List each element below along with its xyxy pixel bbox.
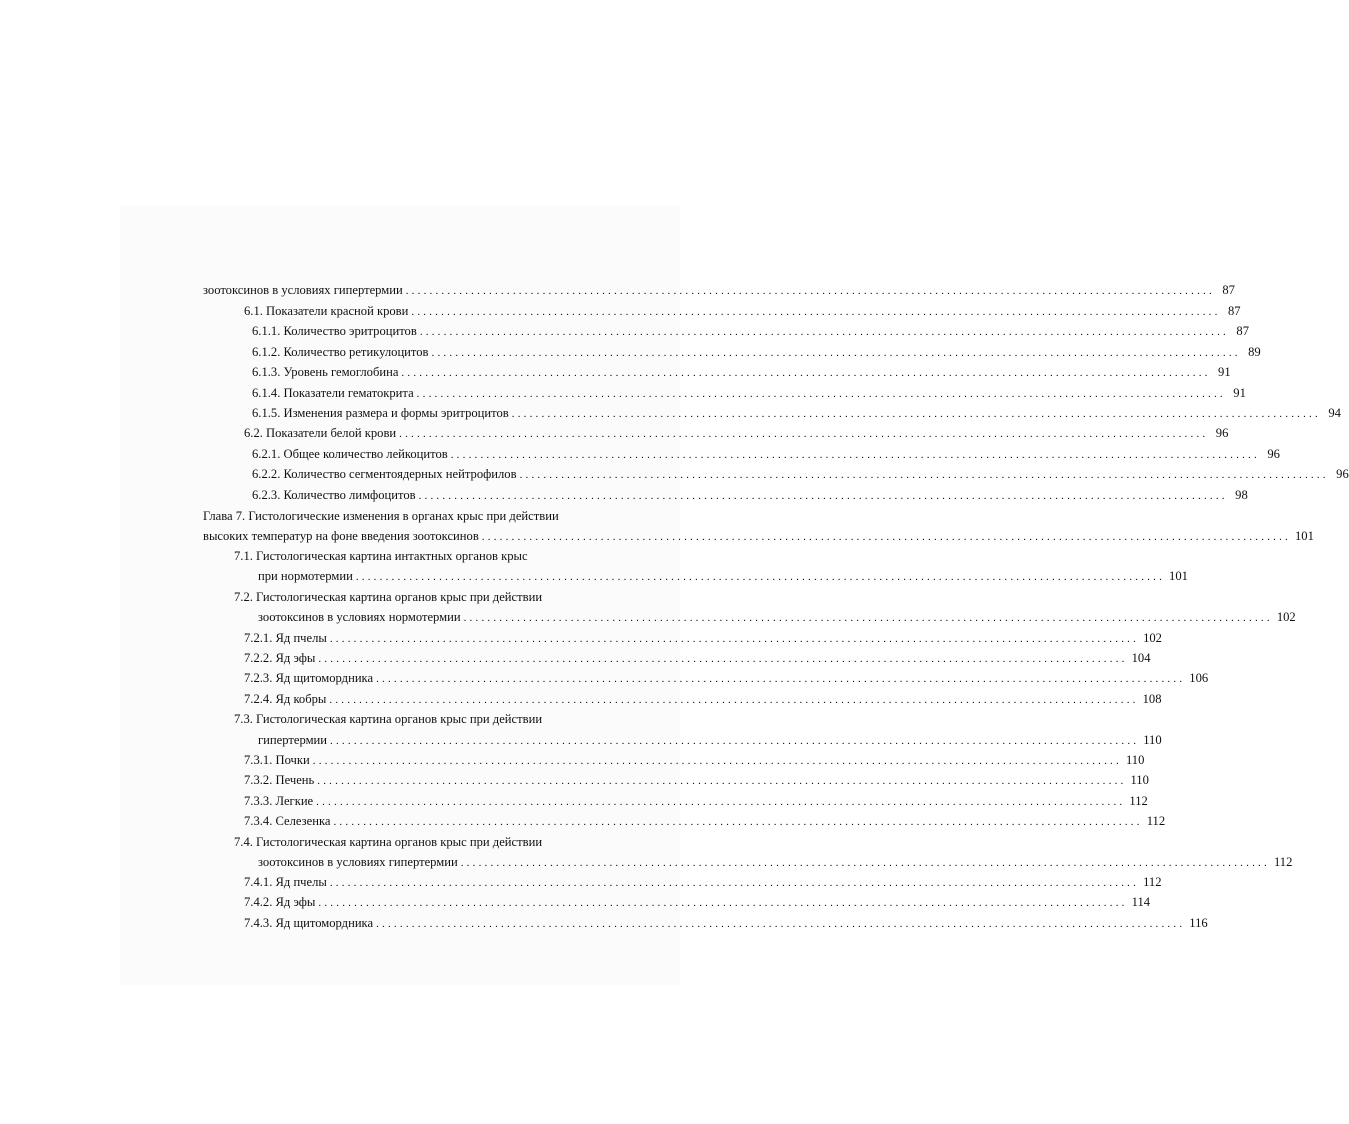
toc-entry-page: 110 bbox=[1125, 753, 1145, 767]
dot-leader: ........................................................................................................................................ bbox=[463, 612, 1273, 624]
toc-section-heading bbox=[234, 832, 542, 852]
toc-entry bbox=[244, 423, 1229, 443]
toc-entry bbox=[258, 730, 1162, 750]
toc-entry-page: 91 bbox=[1233, 386, 1246, 400]
toc-entry-page: 110 bbox=[1130, 773, 1149, 787]
toc-entry-page: 108 bbox=[1142, 692, 1162, 706]
toc-entry-page: 89 bbox=[1248, 345, 1261, 359]
toc-entry-label: 7.4.1. Яд пчелы bbox=[244, 875, 327, 889]
toc-entry bbox=[252, 383, 1246, 403]
toc-entry-page: 94 bbox=[1328, 406, 1341, 420]
toc-entry bbox=[244, 628, 1162, 648]
toc-entry bbox=[244, 913, 1208, 933]
dot-leader: ........................................................................................................................................ bbox=[318, 897, 1128, 909]
toc-entry-label: 6.2.2. Количество сегментоядерных нейтрофилов bbox=[252, 467, 517, 481]
dot-leader: ........................................................................................................................................ bbox=[511, 408, 1321, 420]
dot-leader: ........................................................................................................................................ bbox=[481, 531, 1291, 543]
dot-leader: ........................................................................................................................................ bbox=[399, 428, 1209, 440]
toc-entry bbox=[252, 321, 1250, 341]
toc-entry-page: 101 bbox=[1169, 569, 1188, 583]
dot-leader: ........................................................................................................................................ bbox=[333, 816, 1143, 828]
toc-entry-label: 7.3.4. Селезенка bbox=[244, 814, 331, 828]
toc-entry-label: 6.2.1. Общее количество лейкоцитов bbox=[252, 447, 448, 461]
toc-entry bbox=[252, 362, 1231, 382]
toc-entry-page: 112 bbox=[1273, 855, 1293, 869]
toc-entry-label: 6.1.5. Изменения размера и формы эритроцитов bbox=[252, 406, 509, 420]
toc-entry-label: 6.1.4. Показатели гематокрита bbox=[252, 386, 414, 400]
dot-leader: ........................................................................................................................................ bbox=[316, 796, 1126, 808]
toc-entry-page: 106 bbox=[1189, 671, 1209, 685]
toc-entry-label: 6.2.3. Количество лимфоцитов bbox=[252, 488, 416, 502]
toc-entry-label: высоких температур на фоне введения зоотоксинов bbox=[203, 529, 479, 543]
dot-leader: ........................................................................................................................................ bbox=[376, 673, 1186, 685]
toc-entry-label: 7.3. Гистологическая картина органов крыс при действии bbox=[234, 712, 543, 726]
toc-entry-page: 91 bbox=[1218, 365, 1231, 379]
toc-entry-page: 114 bbox=[1131, 895, 1151, 909]
toc-entry-label: 6.2. Показатели белой крови bbox=[244, 426, 397, 440]
toc-entry bbox=[258, 607, 1296, 627]
toc-entry-label: 7.3.2. Печень bbox=[244, 773, 315, 787]
toc-entry bbox=[252, 342, 1261, 362]
dot-leader: ........................................................................................................................................ bbox=[401, 367, 1211, 379]
toc-entry-page: 112 bbox=[1143, 875, 1162, 889]
toc-entry bbox=[252, 464, 1349, 484]
dot-leader: ........................................................................................................................................ bbox=[329, 633, 1140, 645]
toc-entry-label: 7.3.3. Легкие bbox=[244, 794, 314, 808]
toc-entry bbox=[252, 485, 1248, 505]
dot-leader: ........................................................................................................................................ bbox=[329, 877, 1140, 889]
dot-leader: ........................................................................................................................................ bbox=[411, 306, 1221, 318]
toc-entry-page: 87 bbox=[1222, 283, 1235, 297]
dot-leader: ........................................................................................................................................ bbox=[418, 490, 1228, 502]
toc-entry-page: 87 bbox=[1227, 304, 1241, 318]
toc-entry-label: 6.1. Показатели красной крови bbox=[244, 304, 409, 318]
dot-leader: ........................................................................................................................................ bbox=[405, 285, 1215, 297]
dot-leader: ........................................................................................................................................ bbox=[318, 653, 1128, 665]
toc-entry bbox=[244, 770, 1149, 790]
toc-entry-label: 6.1.2. Количество ретикулоцитов bbox=[252, 345, 429, 359]
toc-entry-label: 7.3.1. Почки bbox=[244, 753, 310, 767]
toc-entry-label: 6.1.1. Количество эритроцитов bbox=[252, 324, 417, 338]
toc-entry bbox=[244, 872, 1162, 892]
toc-entry-label: 7.2.4. Яд кобры bbox=[244, 692, 327, 706]
toc-entry-label: 7.4. Гистологическая картина органов крыс при действии bbox=[234, 835, 543, 849]
toc-entry-label: при нормотермии bbox=[258, 569, 353, 583]
toc-section-heading bbox=[234, 709, 542, 729]
toc-entry-page: 112 bbox=[1129, 794, 1148, 808]
dot-leader: ........................................................................................................................................ bbox=[355, 571, 1166, 583]
toc-entry bbox=[244, 750, 1145, 770]
toc-entry-page: 102 bbox=[1143, 631, 1162, 645]
dot-leader: ........................................................................................................................................ bbox=[329, 694, 1139, 706]
toc-entry-page: 98 bbox=[1235, 488, 1248, 502]
toc-entry bbox=[244, 811, 1166, 831]
dot-leader: ........................................................................................................................................ bbox=[330, 735, 1140, 747]
toc-entry-page: 102 bbox=[1276, 610, 1296, 624]
toc-entry-label: 6.1.3. Уровень гемоглобина bbox=[252, 365, 399, 379]
dot-leader: ........................................................................................................................................ bbox=[431, 347, 1241, 359]
toc-entry-page: 96 bbox=[1336, 467, 1349, 481]
toc-entry bbox=[244, 791, 1148, 811]
toc-entry-page: 87 bbox=[1236, 324, 1250, 338]
toc-entry-page: 96 bbox=[1215, 426, 1229, 440]
toc-entry bbox=[244, 301, 1241, 321]
toc-entry-page: 112 bbox=[1146, 814, 1166, 828]
toc-entry-page: 104 bbox=[1131, 651, 1151, 665]
toc-entry bbox=[258, 852, 1293, 872]
dot-leader: ........................................................................................................................................ bbox=[312, 755, 1122, 767]
toc-section-heading bbox=[234, 546, 528, 566]
toc-entry-label: 7.1. Гистологическая картина интактных органов крыс bbox=[234, 549, 528, 563]
toc-entry-page: 96 bbox=[1267, 447, 1280, 461]
toc-entry-label: 7.4.2. Яд эфы bbox=[244, 895, 316, 909]
toc-entry-label: 7.2.2. Яд эфы bbox=[244, 651, 316, 665]
toc-chapter-heading bbox=[203, 506, 559, 526]
toc-entry-label: гипертермии bbox=[258, 733, 328, 747]
toc-entry-label: 7.2.3. Яд щитомордника bbox=[244, 671, 374, 685]
toc-entry-label: 7.2. Гистологическая картина органов крыс при действии bbox=[234, 590, 543, 604]
toc-entry-label: Глава 7. Гистологические изменения в органах крыс при действии bbox=[203, 509, 559, 523]
dot-leader: ........................................................................................................................................ bbox=[519, 469, 1329, 481]
toc-entry-label: 7.4.3. Яд щитомордника bbox=[244, 916, 374, 930]
toc-entry bbox=[252, 444, 1280, 464]
dot-leader: ........................................................................................................................................ bbox=[460, 857, 1270, 869]
toc-entry bbox=[244, 648, 1151, 668]
toc-entry bbox=[203, 280, 1235, 300]
toc-entry bbox=[252, 403, 1341, 423]
toc-entry bbox=[244, 689, 1162, 709]
toc-entry-page: 101 bbox=[1295, 529, 1314, 543]
toc-entry-label: зоотоксинов в условиях гипертермии bbox=[258, 855, 458, 869]
dot-leader: ........................................................................................................................................ bbox=[419, 326, 1230, 338]
dot-leader: ........................................................................................................................................ bbox=[376, 918, 1186, 930]
toc-entry bbox=[203, 526, 1314, 546]
toc-entry bbox=[244, 668, 1209, 688]
toc-section-heading bbox=[234, 587, 542, 607]
toc-entry-page: 116 bbox=[1189, 916, 1208, 930]
dot-leader: ........................................................................................................................................ bbox=[416, 388, 1226, 400]
toc-entry bbox=[258, 566, 1188, 586]
dot-leader: ........................................................................................................................................ bbox=[450, 449, 1260, 461]
toc-entry bbox=[244, 892, 1151, 912]
toc-entry-label: зоотоксинов в условиях нормотермии bbox=[258, 610, 461, 624]
dot-leader: ........................................................................................................................................ bbox=[317, 775, 1127, 787]
toc-entry-label: 7.2.1. Яд пчелы bbox=[244, 631, 327, 645]
toc-entry-page: 110 bbox=[1143, 733, 1162, 747]
toc-entry-label: зоотоксинов в условиях гипертермии bbox=[203, 283, 403, 297]
